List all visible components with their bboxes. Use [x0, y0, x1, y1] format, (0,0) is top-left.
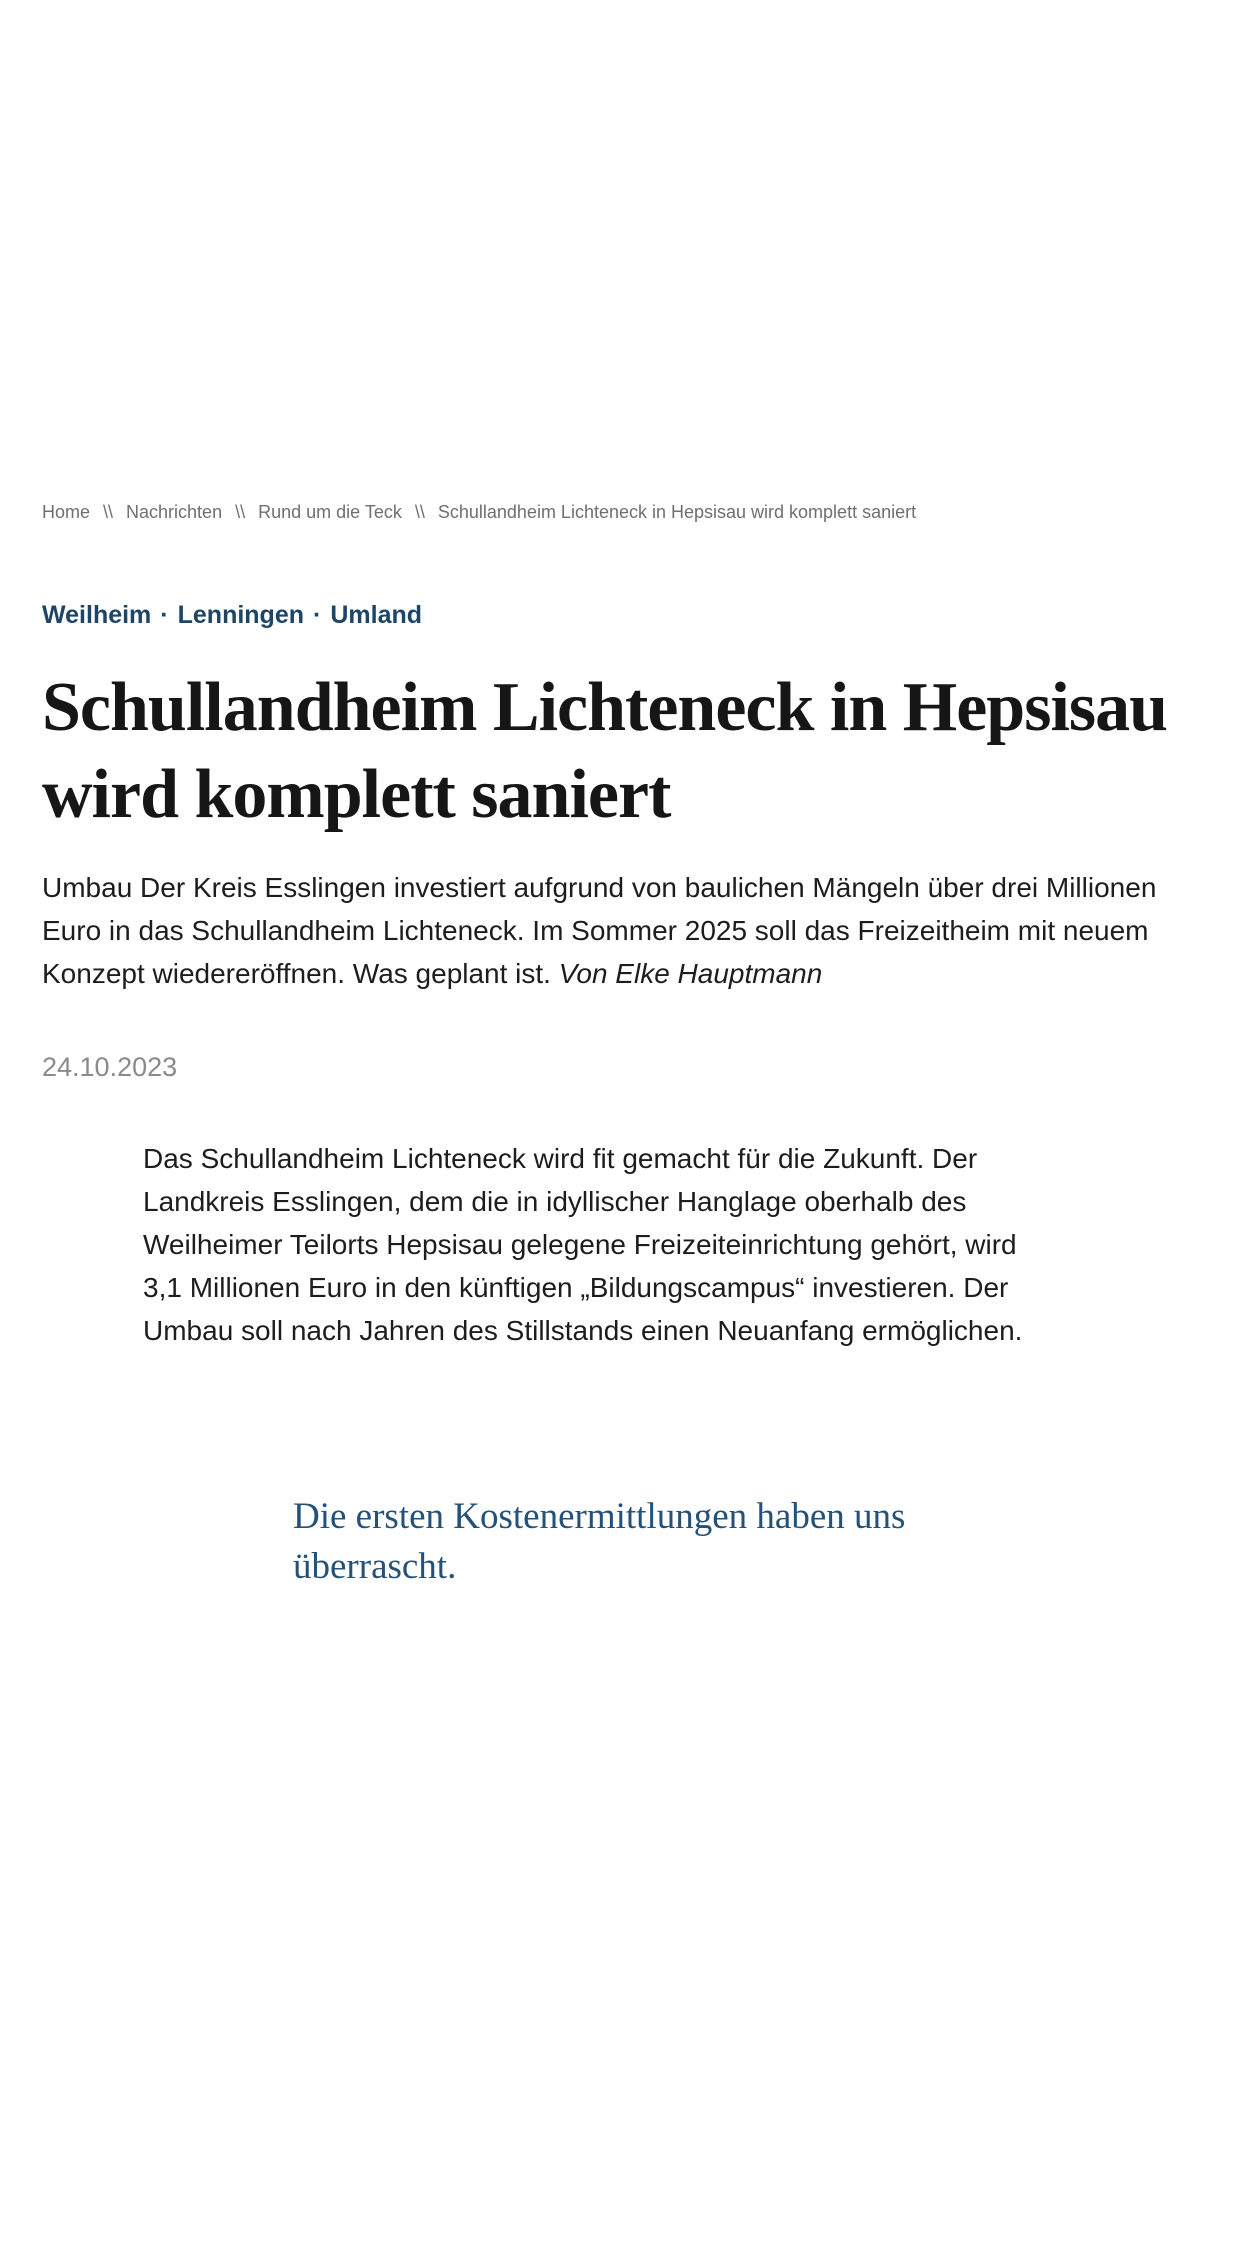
- category-separator: ·: [160, 601, 169, 629]
- category-line: [42, 601, 1210, 630]
- breadcrumb-separator: \\: [414, 502, 425, 522]
- breadcrumb-separator: \\: [103, 502, 114, 522]
- breadcrumb: [42, 499, 1210, 525]
- category-link-lenningen[interactable]: Lenningen: [177, 601, 305, 629]
- category-separator: ·: [313, 601, 322, 629]
- breadcrumb-item-current-article: Schullandheim Lichteneck in Hepsisau wird komplett saniert: [437, 502, 917, 522]
- category-link-umland[interactable]: Umland: [330, 601, 423, 629]
- category-link-weilheim[interactable]: Weilheim: [42, 601, 152, 629]
- article-lead: [42, 866, 1177, 995]
- lead-kicker: Umbau: [42, 872, 133, 903]
- lead-text: Der Kreis Esslingen investiert aufgrund von baulichen Mängeln über drei Millionen Euro in das Schullandheim Lichteneck. Im Sommer 2025 soll das Freizeitheim mit neuem Konzept wiedereröffnen. Was geplant ist.: [42, 872, 1157, 989]
- breadcrumb-item-rund-um-die-teck[interactable]: Rund um die Teck: [258, 502, 402, 522]
- article-body-paragraph: Das Schullandheim Lichteneck wird fit gemacht für die Zukunft. Der Landkreis Esslingen, dem die in idyllischer Hanglage oberhalb des Weilheimer Teilorts Hepsisau gelegene Freizeiteinrichtung gehört, wird 3,1 Millionen Euro in den künftigen „Bildungscampus“ investieren. Der Umbau soll nach Jahren des Stillstands einen Neuanfang ermöglichen.: [143, 1143, 1023, 1346]
- article-headline: Schullandheim Lichteneck in Hepsisau wird komplett saniert: [42, 669, 1168, 833]
- publication-date: 24.10.2023: [42, 1052, 178, 1082]
- article-page: [0, 499, 1252, 1592]
- article-byline: Von Elke Hauptmann: [558, 958, 823, 989]
- pull-quote: Die ersten Kostenermittlungen haben uns überrascht.: [293, 1496, 906, 1587]
- breadcrumb-item-nachrichten[interactable]: Nachrichten: [126, 502, 223, 522]
- breadcrumb-item-home[interactable]: Home: [42, 502, 91, 522]
- breadcrumb-separator: \\: [235, 502, 246, 522]
